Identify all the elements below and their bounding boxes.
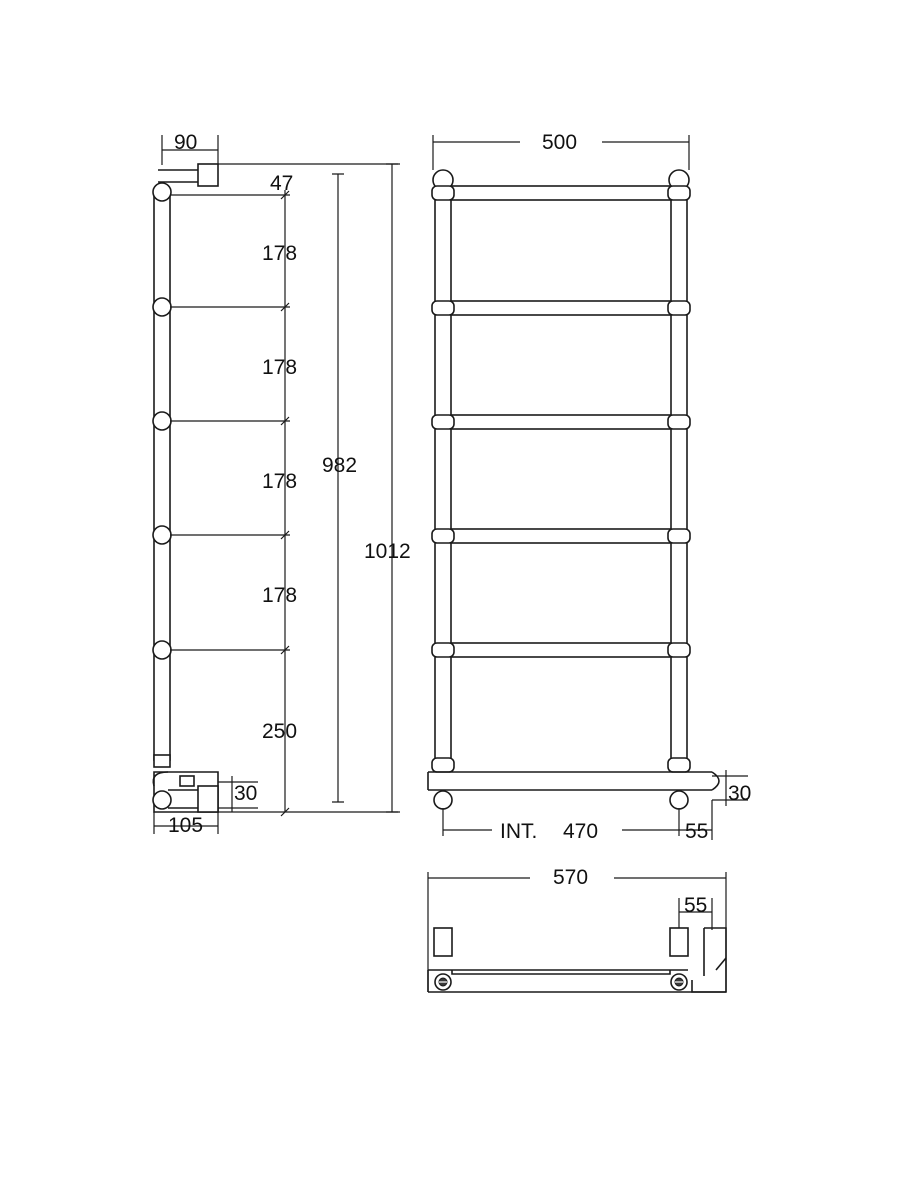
front-rail	[432, 643, 690, 657]
side-rail-knuckle	[153, 641, 171, 659]
dim-982-line	[332, 174, 344, 802]
front-rails	[432, 186, 690, 657]
side-view	[153, 131, 411, 837]
dim-55-plan: 55	[684, 894, 708, 917]
front-left-upright	[435, 180, 451, 770]
dim-30-front: 30	[728, 782, 752, 805]
side-upright-tube	[154, 190, 170, 760]
side-rail-knuckle	[153, 412, 171, 430]
plan-right-bracket	[670, 928, 688, 956]
dim-982: 982	[322, 454, 358, 477]
dim-30-side: 30	[234, 782, 258, 805]
dim-470-line	[443, 808, 679, 836]
front-rail	[432, 301, 690, 315]
plan-left-bracket	[434, 928, 452, 956]
plan-view	[428, 866, 726, 992]
front-left-foot	[434, 791, 452, 809]
front-view	[428, 131, 751, 843]
dim-178-3: 178	[262, 470, 298, 493]
dim-90: 90	[174, 131, 198, 154]
front-rail	[432, 529, 690, 543]
front-bottom-pipe	[428, 772, 719, 790]
dim-470: 470	[563, 820, 599, 843]
front-rail	[432, 186, 690, 200]
dim-1012-line	[386, 164, 398, 812]
dim-178-4: 178	[262, 584, 298, 607]
dim-500: 500	[542, 131, 578, 154]
dim-55-front: 55	[685, 820, 709, 843]
dim-105: 105	[168, 814, 204, 837]
plan-left-foot	[435, 974, 451, 990]
dim-47: 47	[270, 172, 294, 195]
plan-valve-block	[692, 928, 726, 992]
side-bottom-assembly	[153, 755, 218, 812]
side-rail-knuckle	[153, 298, 171, 316]
dim-570: 570	[553, 866, 589, 889]
side-rail-knuckle	[153, 526, 171, 544]
front-rail	[432, 415, 690, 429]
dim-1012: 1012	[364, 540, 411, 563]
dim-int-label: INT.	[500, 820, 538, 843]
dim-250: 250	[262, 720, 298, 743]
front-right-foot	[670, 791, 688, 809]
plan-right-foot	[671, 974, 687, 990]
dim-178-1: 178	[262, 242, 298, 265]
front-right-upright	[671, 180, 687, 770]
dim-178-2: 178	[262, 356, 298, 379]
side-valve-box	[180, 776, 194, 786]
